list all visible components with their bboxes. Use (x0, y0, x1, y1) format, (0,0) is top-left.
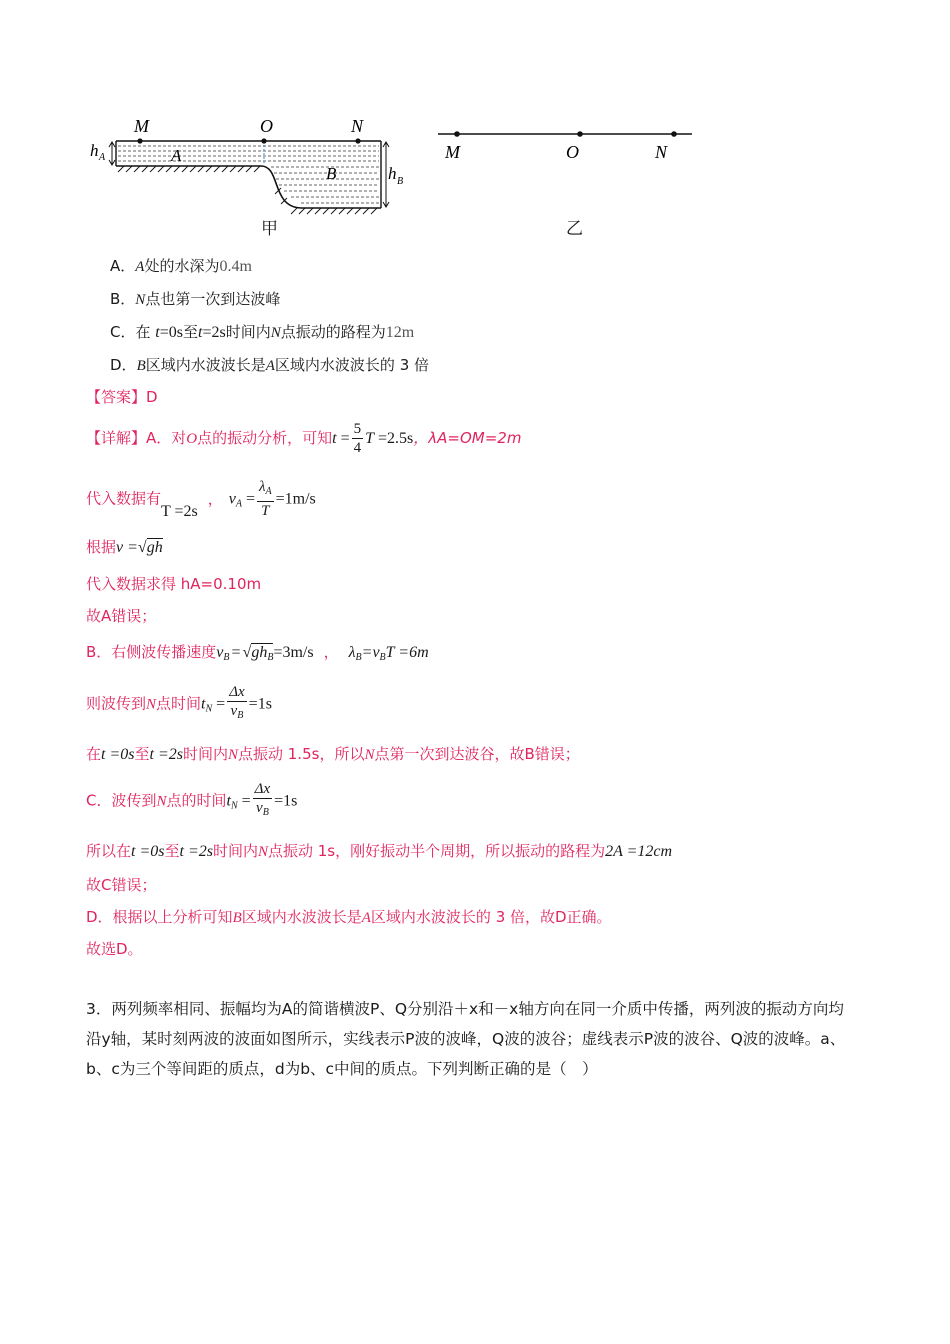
question-3: 3．两列频率相同、振幅均为A的简谐横波P、Q分别沿＋x和－x轴方向在同一介质中传播，两列波的振动方向均沿y轴，某时刻两波的波面如图所示，实线表示P波的波峰，Q波的波谷；虚线表示P波的波谷、Q波的波峰。a、b、c为三个等间距的质点，d为b、c中间的质点。下列判断正确的是（ ） (86, 1000, 846, 1078)
detail-line5: 故A错误； (86, 607, 157, 625)
detail-c3: 故C错误； (86, 876, 157, 894)
detail-d: D．根据以上分析可知B区域内水波波长是A区域内水波波长的 3 倍，故D正确。 (86, 908, 612, 926)
label-O: O (260, 116, 273, 136)
detail-line2: 代入数据有T =2s， $v_A$ = $\frac{\lambda_A}{T}$ =1m/s (86, 479, 316, 520)
answer: 【答案】D (86, 388, 158, 406)
detail-b3: 在t =0s至t =2s时间内N点振动 1.5s，所以N点第一次到达波谷，故B错误； (86, 745, 580, 763)
figure-yi (430, 120, 700, 170)
label-M: M (134, 116, 149, 136)
label-hA: h (90, 141, 99, 160)
option-d: D．B区域内水波波长是A区域内水波波长的 3 倍 (110, 356, 430, 374)
detail-line4: 代入数据求得 hA=0.10m (86, 575, 262, 593)
detail-b: B．右侧波传播速度$v_B = √gh_B=3m/s$ ， $\lambda_B=v_BT =6m$ (86, 643, 429, 663)
option-a: A．A处的水深为0.4m (110, 257, 252, 275)
option-c: C．在 t=0s至t=2s时间内N点振动的路程为12m (110, 323, 415, 341)
label-A: A (171, 146, 182, 165)
label-hB-sub: B (397, 176, 404, 187)
yi-label-M: M (445, 142, 460, 162)
yi-label-O: O (566, 142, 579, 162)
yi-label-N: N (655, 142, 668, 162)
label-hB: h (388, 164, 397, 183)
detail-line3: 根据v =√gh (86, 538, 163, 556)
label-B: B (326, 164, 337, 183)
label-N: N (351, 116, 364, 136)
detail-b2: 则波传到N点时间$t_N$ = $\frac{\Delta x}{v_B}$ =1s (86, 684, 272, 721)
caption-jia: 甲 (261, 219, 278, 239)
figure-jia (86, 112, 416, 242)
detail-c2: 所以在t =0s至t =2s时间内N点振动 1s，刚好振动半个周期，所以振动的路程为2A =12cm (86, 842, 673, 860)
detail-final: 故选D。 (86, 940, 143, 958)
detail-a: 【详解】A．对O点的振动分析，可知t = $\frac{5}{4}$ T =2.5s，λA=OM=2m (86, 421, 522, 456)
detail-c: C．波传到N点的时间$t_N$ = $\frac{\Delta x}{v_B}$ =1s (86, 781, 298, 818)
label-hA-sub: A (99, 152, 106, 163)
caption-yi: 乙 (566, 219, 583, 239)
option-b: B．N点也第一次到达波峰 (110, 290, 281, 308)
